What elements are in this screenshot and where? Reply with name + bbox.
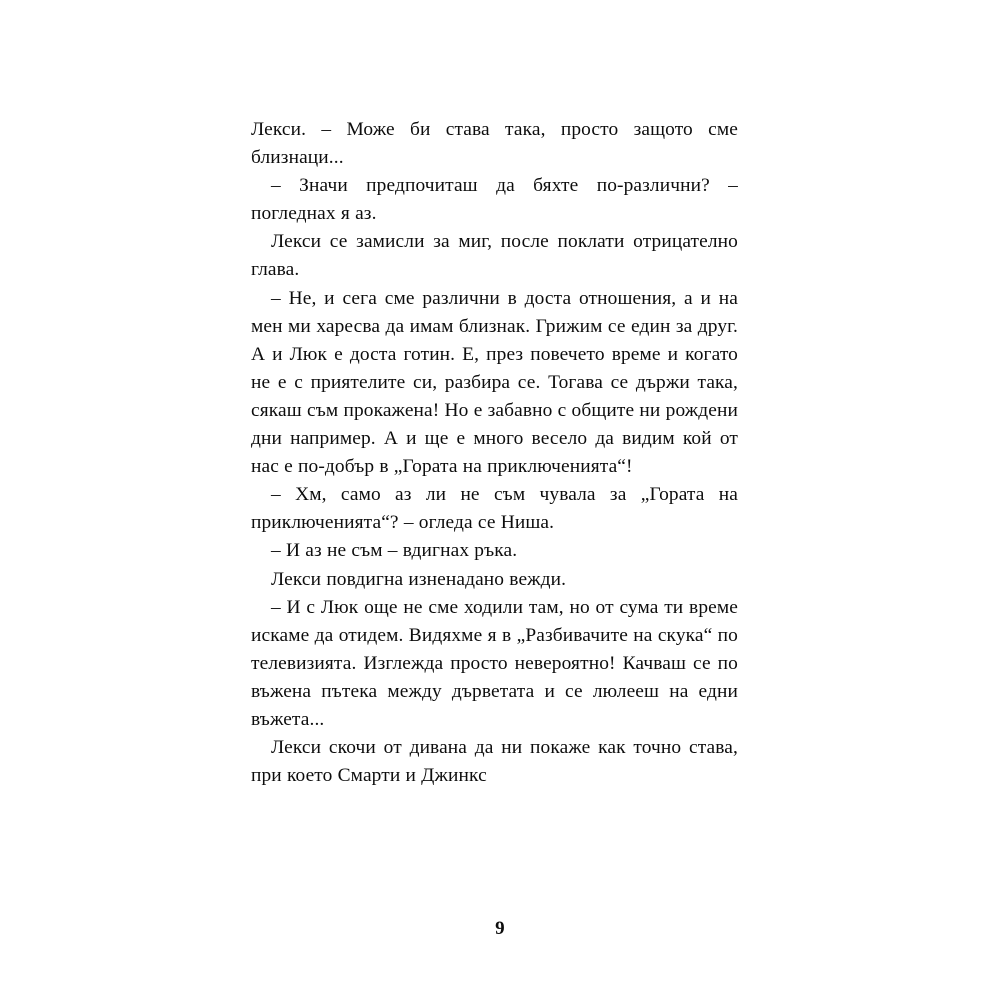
paragraph: Лекси. – Може би става така, просто защото сме близнаци... xyxy=(251,119,738,169)
page-text-block xyxy=(251,116,738,790)
paragraph: – И аз не съм – вдигнах ръка. xyxy=(271,540,518,562)
paragraph: – Хм, само аз ли не съм чувала за „Гората на приключенията“? – огледа се Ниша. xyxy=(251,484,738,534)
paragraph: Лекси скочи от дивана да ни покаже как точно става, при което Смарти и Джинкс xyxy=(251,737,738,787)
paragraph: Лекси повдигна изненадано вежди. xyxy=(271,568,567,590)
paragraph: Лекси се замисли за миг, после поклати отрицателно глава. xyxy=(251,231,738,281)
page-number: 9 xyxy=(495,918,505,939)
paragraph: – И с Люк още не сме ходили там, но от сума ти време искаме да отидем. Видяхме я в „Разбивачите на скука“ по телевизията. Изглежда просто невероятно! Качваш се по въжена пътека между дърветата и се люлееш на едни въжета... xyxy=(251,596,738,730)
paragraph: – Не, и сега сме различни в доста отношения, а и на мен ми харесва да имам близнак. Грижим се един за друг. А и Люк е доста готин. Е, през повечето време и когато не е с приятелите си, разбира се. Тогава се държи така, сякаш съм прокажена! Но е забавно с общите ни рождени дни например. А и ще е много весело да видим кой от нас е по-добър в „Гората на приключенията“! xyxy=(251,287,738,478)
paragraph: – Значи предпочиташ да бяхте по-различни? – погледнах я аз. xyxy=(251,175,738,225)
